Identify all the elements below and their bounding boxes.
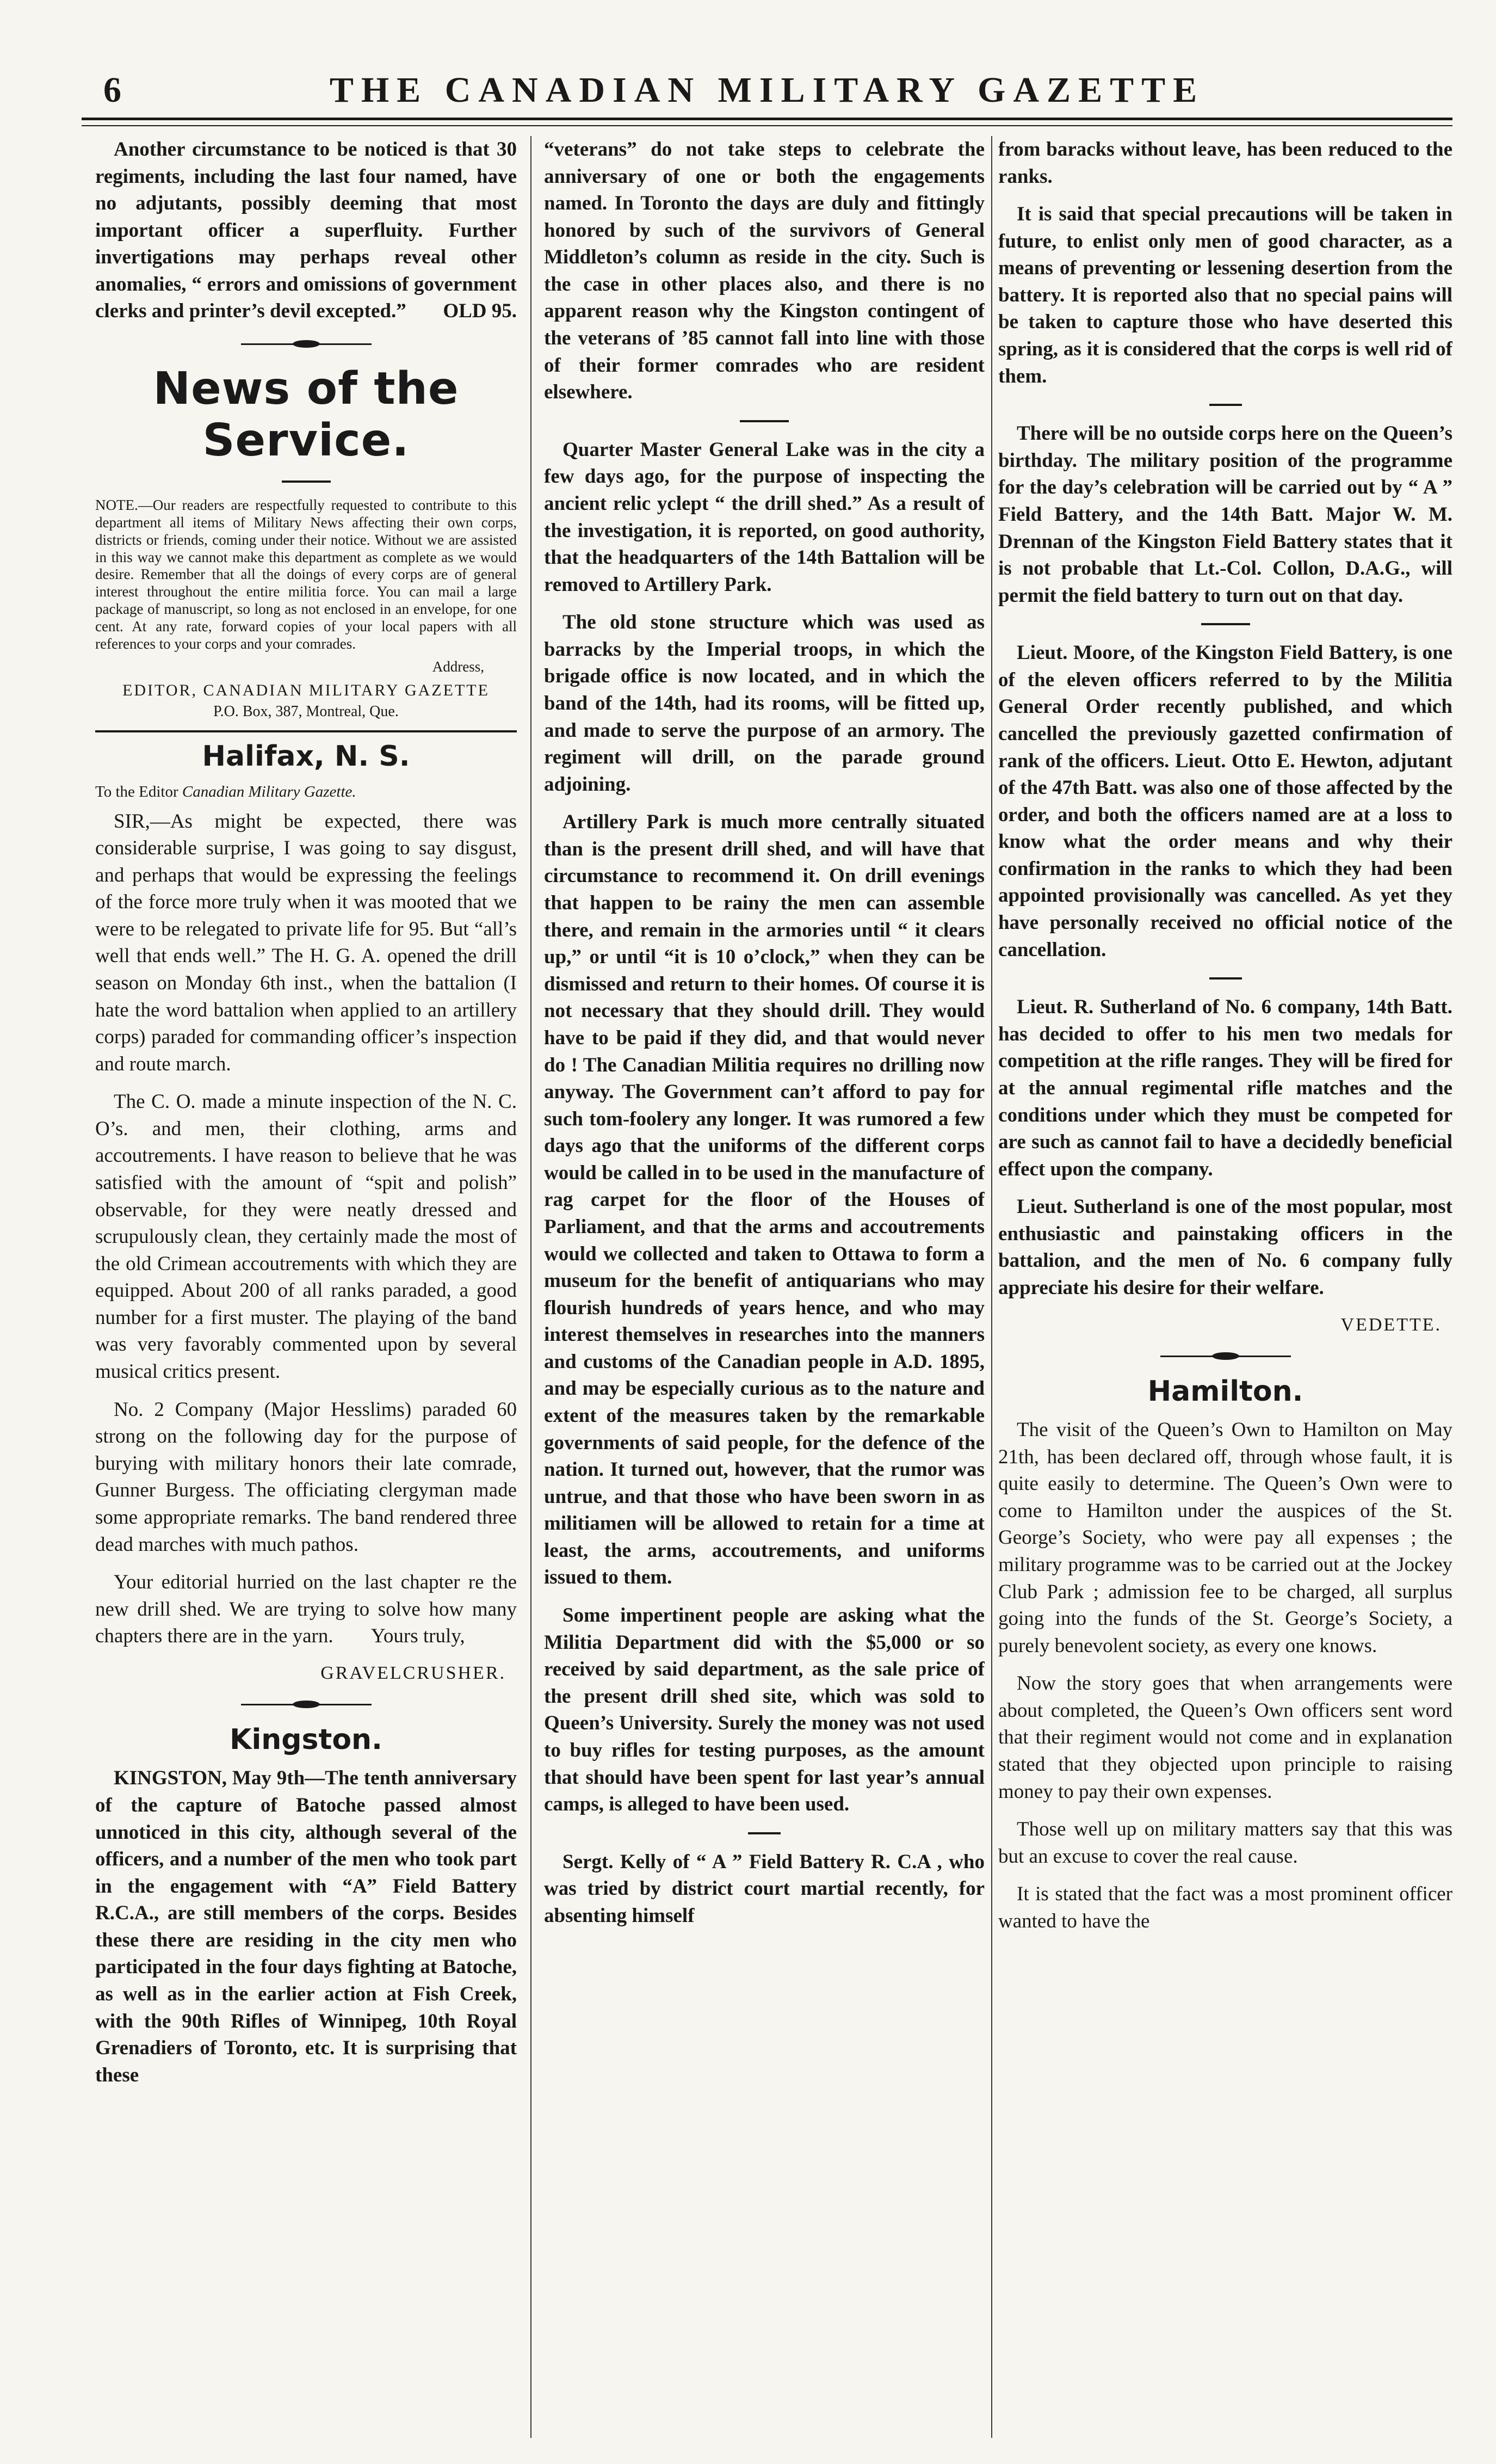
- article-paragraph: There will be no outside corps here on the Queen’s birthday. The military position of the programme for the day’s celebration will be carried out by “ A ” Field Battery, and the 14th Batt. Major W. M. Drennan of the Kingston Field Battery states that it is not probable that Lt.-Col. Collon, D.A.G., will permit the field battery to turn out on that day.: [998, 422, 1452, 607]
- column-divider: [991, 136, 992, 2438]
- ornamental-rule: [241, 1701, 372, 1708]
- article-paragraph: Lieut. Moore, of the Kingston Field Battery, is one of the eleven officers referred to by the Militia General Order recently published, and which cancelled the previously gazetted confirmation of rank of the officers. Lieut. Otto E. Hewton, adjutant of the 47th Batt. was also one of those affected by the order, and both the officers named are at a loss to know what the order means and why their confirmation in the ranks to which they had been appointed provisionally was cancelled. As yet they have personally received no official notice of the cancellation.: [998, 642, 1452, 961]
- signature: OLD 95.: [443, 300, 517, 323]
- paragraph-text: Another circumstance to be noticed is that 30 regiments, including the last four named, have no adjutants, possibly deeming that most important officer a superfluity. Further invertigations may perhaps reveal other anomalies, “ errors and omissions of government clerks and printer’s devil excepted.”: [95, 138, 517, 323]
- page-header: [82, 70, 1452, 119]
- article-paragraph: from baracks without leave, has been reduced to the ranks.: [998, 138, 1452, 188]
- column-left: [95, 136, 517, 2422]
- article-heading-kingston: Kingston.: [230, 1723, 382, 1757]
- editor-note: NOTE.—Our readers are respectfully requested to contribute to this department all items of Military News affecting their own corps, districts or friends, coming under their notice. Without we are assisted in this way we cannot make this department as complete as we would desire. Remember that all the doings of every corps are of general interest throughout the entire militia force. You can mail a large package of manuscript, so long as not enclosed in an envelope, for one cent. At any rate, forward copies of your local papers with all references to your corps and your comrades.: [95, 497, 517, 652]
- editor-address: EDITOR, CANADIAN MILITARY GAZETTE: [122, 681, 490, 699]
- to-the-editor: [95, 781, 517, 803]
- article-paragraph: “veterans” do not take steps to celebrate the anniversary of one or both the engagements named. In Toronto the days are duly and fittingly honored by such of the survivors of General Middleton’s column as reside in the city. Such is the case in other places also, and there is no apparent reason why the Kingston contingent of the veterans of ’85 cannot fall into line with those of their former comrades who are resident elsewhere.: [544, 138, 985, 404]
- header-rule-thin: [82, 125, 1452, 126]
- section-rule: [282, 481, 331, 483]
- article-paragraph: Now the story goes that when arrangements were about completed, the Queen’s Own officers sent word that their regiment would not come and in explanation stated that they objected upon principle to raising money to pay their own expenses.: [998, 1672, 1452, 1803]
- column-middle: [544, 136, 985, 2422]
- signature: VEDETTE.: [1340, 1314, 1442, 1335]
- article-paragraph: Lieut. Sutherland is one of the most popular, most enthusiastic and painstaking officers in the battalion, and the men of No. 6 company fully appreciate his desire for their welfare.: [998, 1196, 1452, 1299]
- item-rule: [1209, 977, 1242, 980]
- paragraph-text: Your editorial hurried on the last chapter re the new drill shed. We are trying to solve how many chapters there are in the yarn.: [95, 1571, 517, 1648]
- article-heading-hamilton: Hamilton.: [1147, 1375, 1303, 1408]
- closing: Yours truly,: [370, 1625, 465, 1648]
- to-editor-prefix: To the Editor: [95, 783, 178, 800]
- post-office-box: P.O. Box, 387, Montreal, Que.: [213, 703, 399, 720]
- article-paragraph: KINGSTON, May 9th—The tenth anniversary of the capture of Batoche passed almost unnoticed in this city, although several of the officers, and a number of the men who took part in the engagement with “A” Field Battery R.C.A., are still members of the corps. Besides these there are residing in the city men who participated in the four days fighting at Batoche, as well as in the earlier action at Fish Creek, with the 90th Rifles of Winnipeg, 10th Royal Grenadiers of Toronto, etc. It is surprising that these: [95, 1767, 517, 2086]
- section-divider: [95, 730, 517, 732]
- ornamental-rule: [1160, 1352, 1291, 1360]
- article-paragraph: The old stone structure which was used as barracks by the Imperial troops, in which the brigade office is now located, and in which the band of the 14th, had its rooms, will be fitted up, and made to serve the purpose of an armory. The regiment will drill, on the parade ground adjoining.: [544, 611, 985, 796]
- article-paragraph: Those well up on military matters say that this was but an excuse to cover the real cause.: [998, 1818, 1452, 1868]
- article-paragraph: Some impertinent people are asking what the Militia Department did with the $5,000 or so received by said department, as the sale price of the present drill shed site, which was sold to Queen’s University. Surely the money was not used to buy rifles for testing purposes, as the amount that should have been spent for last year’s annual camps, is alleged to have been used.: [544, 1604, 985, 1816]
- article-paragraph: [95, 136, 517, 325]
- note-address-label: Address,: [432, 658, 484, 675]
- paper-name: Canadian Military Gazette.: [182, 783, 356, 800]
- article-paragraph: Quarter Master General Lake was in the city a few days ago, for the purpose of inspecting the ancient relic yclept “ the drill shed.” As a result of the investigation, it is reported, on good authority, that the headquarters of the 14th Battalion will be removed to Artillery Park.: [544, 438, 985, 596]
- article-paragraph: It is said that special precautions will be taken in future, to enlist only men of good character, as a means of preventing or lessening desertion from the battery. It is reported also that no special pains will be taken to capture those who have deserted this spring, as it is considered that the corps is well rid of them.: [998, 203, 1452, 387]
- column-divider: [530, 136, 531, 2438]
- article-paragraph: The visit of the Queen’s Own to Hamilton on May 21th, has been declared off, through whose fault, it is quite easily to determine. The Queen’s Own were to come to Hamilton under the auspices of the St. George’s Society, who were pay all expenses ; the military programme was to be carried out at the Jockey Club Park ; admission fee to be charged, all surplus going into the funds of the St. George’s Society, a purely benevolent society, as every one knows.: [998, 1419, 1452, 1657]
- item-rule: [748, 1832, 781, 1834]
- article-paragraph: No. 2 Company (Major Hesslims) paraded 60 strong on the following day for the purpose of burying with military honors their late comrade, Gunner Burgess. The officiating clergyman made some appropriate remarks. The band rendered three dead marches with much pathos.: [95, 1398, 517, 1556]
- item-rule: [1201, 623, 1250, 625]
- column-right: [998, 136, 1452, 2422]
- item-rule: [740, 420, 789, 422]
- article-paragraph: Lieut. R. Sutherland of No. 6 company, 14th Batt. has decided to offer to his men two medals for competition at the rifle ranges. They will be fired for at the annual regimental rifle matches and the conditions under which they must be competed for are such as cannot fail to have a decidedly beneficial effect upon the company.: [998, 996, 1452, 1180]
- article-heading-halifax: Halifax, N. S.: [202, 740, 410, 773]
- article-paragraph: It is stated that the fact was a most prominent officer wanted to have the: [998, 1883, 1452, 1932]
- section-title: News of the Service.: [153, 363, 459, 467]
- article-paragraph: Sergt. Kelly of “ A ” Field Battery R. C.A , who was tried by district court martial recently, for absenting himself: [544, 1850, 985, 1927]
- article-paragraph: Artillery Park is much more centrally situated than is the present drill shed, and will have that circumstance to recommend it. On drill evenings that happen to be rainy the men can assemble there, and remain in the armories until “ it clears up,” or until “it is 10 o’clock,” when they can be dismissed and return to their homes. Of course it is not necessary that they should drill. They would have to be paid if they did, and that would never do ! The Canadian Militia requires no drilling now anyway. The Government can’t afford to pay for such tom-foolery any longer. It was rumored a few days ago that the uniforms of the different corps would be called in to be used in the manufacture of rag carpet for the floor of the Houses of Parliament, and that the arms and accoutrements would we collected and taken to Ottawa to form a museum for the benefit of antiquarians who may flourish hundreds of years hence, and who may interest themselves in researches into the manners and customs of the Canadian people in A.D. 1895, and may be especially curious as to the nature and extent of the measures taken by the remarkable governments of said people, for the defence of the nation. It turned out, however, that the rumor was untrue, and that those who have been sworn in as militiamen will be allowed to retain for a time at least, the arms, accoutrements, and uniforms issued to them.: [544, 811, 985, 1589]
- article-paragraph: [95, 1569, 517, 1650]
- item-rule: [1209, 404, 1242, 406]
- header-rule: [82, 118, 1452, 120]
- signature: GRAVELCRUSHER.: [320, 1662, 506, 1683]
- page-number: 6: [103, 70, 121, 110]
- article-paragraph: SIR,—As might be expected, there was considerable surprise, I was going to say disgust, and perhaps that would be expressing the feelings of the force more truly when it was mooted that we were to be relegated to private life for 95. But “all’s well that ends well.” The H. G. A. opened the drill season on Monday 6th inst., when the battalion (I hate the word battalion when applied to an artillery corps) paraded for commanding officer’s inspection and route march.: [95, 810, 517, 1075]
- article-paragraph: The C. O. made a minute inspection of the N. C. O’s. and men, their clothing, arms and accoutrements. I have reason to believe that he was satisfied with the amount of “spit and polish” observable, for they were neatly dressed and scrupulously clean, they certainly made the most of the old Crimean accoutrements with which they are equipped. About 200 of all ranks paraded, a good number for a first muster. The playing of the band was very favorably commented upon by several musical critics present.: [95, 1091, 517, 1383]
- ornamental-rule: [241, 340, 372, 348]
- masthead-title: THE CANADIAN MILITARY GAZETTE: [329, 70, 1205, 110]
